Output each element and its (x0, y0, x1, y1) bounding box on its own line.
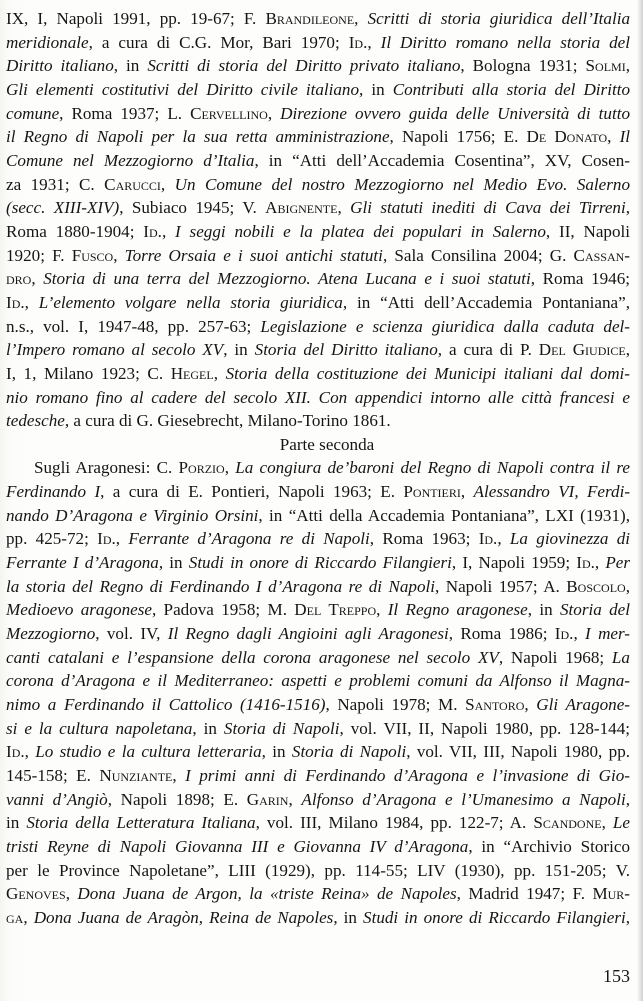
text-run: , Napoli 1978; M. (325, 695, 466, 715)
text-line (6, 78, 630, 102)
text-line (6, 173, 630, 197)
text-run: , (601, 813, 613, 833)
text-run: 1920; F. (6, 245, 72, 265)
italic-title: Per (605, 553, 631, 573)
text-line (6, 598, 630, 622)
italic-title: Medioevo aragonese (6, 600, 152, 620)
author-name: dro (6, 269, 32, 289)
text-run: , (267, 103, 281, 123)
text-line (6, 315, 630, 339)
text-line (6, 693, 630, 717)
italic-title: Comune nel Mezzogiorno d’Italia (6, 150, 255, 170)
italic-title: la storia del Regno di Ferdinando I d’Aragona re di Napoli (6, 576, 435, 596)
text-run: , Napoli 1898; E. (107, 789, 247, 809)
text-run: pp. 425-72; (6, 529, 98, 549)
section-heading: Parte seconda (279, 434, 375, 454)
text-run: , a cura di P. (437, 340, 539, 360)
text-run: in (6, 813, 27, 833)
text-line (6, 835, 630, 859)
text-run: , in (261, 742, 292, 762)
italic-title: Diritto italiano (6, 56, 114, 76)
text-run: , (367, 32, 381, 52)
text-run: , (524, 695, 537, 715)
text-run: , (337, 198, 351, 218)
text-run: , Padova 1958; M. (151, 600, 295, 620)
author-name: Id. (6, 292, 25, 312)
text-run: , (31, 269, 44, 289)
italic-title: Alfonso d’Aragona e l’Umanesimo a Napoli (301, 789, 626, 809)
text-run: , in (192, 718, 224, 738)
italic-title: Storia del Diritto italiano (254, 340, 438, 360)
text-run: , (23, 907, 34, 927)
text-run: , a cura di E. Pontieri, Napoli 1963; E. (100, 482, 404, 502)
italic-title: Storia della Letteratura Italiana (26, 813, 256, 833)
italic-title: Il (619, 127, 631, 147)
italic-title: Alessandro VI, Ferdi- (473, 482, 631, 502)
text-run: , (607, 127, 620, 147)
italic-title: Contributi alla storia del Diritto (392, 79, 630, 99)
author-name: Pontieri (403, 482, 461, 502)
italic-title: Storia di una terra del Mezzogiorno. Atena Lucana e i suoi statuti (43, 269, 531, 289)
author-name: Mur- (592, 884, 630, 904)
italic-title: nio romano fino al cadere del secolo XII. Con appendici intorno alle città francesi e (6, 387, 630, 407)
text-run: , Napoli 1957; A. (435, 576, 567, 596)
text-run: za 1931; C. (6, 174, 105, 194)
author-name: Id. (554, 624, 574, 644)
text-run: IX, I, Napoli 1991, pp. 19-67; F. (6, 9, 266, 28)
text-run: , Subiaco 1945; V. (119, 198, 266, 218)
text-run: , in (113, 56, 148, 76)
italic-title: Storia di Napoli (223, 718, 340, 738)
author-name: Id. (143, 221, 162, 241)
text-run: , (625, 340, 630, 360)
text-run: , Madrid 1947; F. (456, 884, 593, 904)
text-line (6, 362, 630, 386)
italic-title: vanni d’Angiò (6, 789, 108, 809)
text-run: , in (223, 340, 255, 360)
italic-title: Direzione ovvero guida delle Università di tutto (280, 103, 630, 123)
italic-title: Un Comune del nostro Mezzogiorno nel Medio Evo. Salerno (174, 174, 630, 194)
text-run: , (65, 884, 78, 904)
italic-title: Gli statuti inediti di Cava dei Tirreni (350, 198, 626, 218)
text-run: , in (359, 79, 393, 99)
text-run: , vol. VII, II, Napoli 1980, pp. 128-144; (339, 718, 630, 738)
italic-title: l’Impero romano al secolo XV (6, 340, 224, 360)
author-name: Porzio (178, 458, 225, 478)
text-line (6, 527, 630, 551)
italic-title: Il Diritto romano nella storia del (380, 32, 631, 52)
text-run: , (288, 789, 302, 809)
author-name: De Donato (526, 127, 608, 147)
italic-title: I mer- (585, 624, 630, 644)
italic-title: Storia di Napoli (291, 742, 407, 762)
text-run: , in (527, 600, 560, 620)
text-run: , (172, 766, 186, 785)
text-line (6, 291, 630, 315)
italic-title: canti catalani e l’espansione della corona aragonese nel secolo XV (6, 647, 499, 667)
italic-title: Dona Juana de Aragòn, Reina de Napoles (33, 907, 334, 927)
text-run: , (24, 742, 36, 762)
italic-title: La (611, 647, 630, 667)
bibliography-part-two (6, 456, 630, 929)
author-name: Scandone (533, 813, 602, 833)
author-name: Id. (6, 742, 25, 762)
text-line (6, 31, 630, 55)
text-run: , (161, 221, 176, 241)
text-run: , (376, 600, 388, 620)
italic-title: Il Regno aragonese (387, 600, 528, 620)
text-run: , (497, 529, 510, 549)
author-name: Del Treppo (294, 600, 377, 620)
text-run: , I, Napoli 1959; (451, 553, 577, 573)
text-run: , in “Atti della Accademia Pontaniana”, LXI (1931), (258, 505, 630, 525)
text-run: , (625, 56, 630, 76)
text-line (6, 859, 630, 883)
text-run: , (594, 553, 606, 573)
text-run: n.s., vol. I, 1947-48, pp. 257-63; (6, 316, 261, 336)
text-run: , Bologna 1931; (460, 56, 586, 76)
italic-title: Le (612, 813, 630, 833)
page-edge-shadow (637, 0, 643, 1001)
italic-title: Ferrante d’Aragona re di Napoli (128, 529, 370, 549)
italic-title: Studi in onore di Riccardo Filangieri (188, 553, 452, 573)
author-name: Garin (246, 789, 289, 809)
text-line (6, 125, 630, 149)
italic-title: corona d’Aragona e il Mediterraneo: aspetti e problemi comuni da Alfonso il Magna- (6, 671, 630, 691)
italic-title: Lo studio e la cultura letteraria (35, 742, 262, 762)
text-line (6, 906, 630, 930)
text-run: , (213, 363, 226, 383)
author-name: Brandileone (265, 9, 355, 28)
text-run: , Roma 1986; (448, 624, 555, 644)
text-run: Sugli Aragonesi: C. (34, 458, 179, 478)
author-name: Del Giudice (538, 340, 626, 360)
text-run: , (460, 482, 474, 502)
italic-title: comune (6, 103, 60, 123)
text-line (6, 149, 630, 173)
italic-title: Storia del (559, 600, 630, 620)
text-run: , Napoli 1756; E. (389, 127, 527, 147)
text-run: 145-158; E. (6, 766, 100, 785)
italic-title: tristi Reyne di Napoli Giovanna III e Giovanna IV d’Aragona (6, 836, 469, 856)
italic-title: La congiura de’baroni del Regno di Napoli contra il re (235, 458, 631, 478)
text-run: , (625, 198, 631, 218)
text-run: , in (158, 553, 189, 573)
text-line (6, 102, 630, 126)
text-run: , vol. III, Milano 1984, pp. 122-7; A. (255, 813, 534, 833)
text-run: , (573, 624, 586, 644)
italic-title: I primi anni di Ferdinando d’Aragona e l’invasione di Gio- (185, 766, 630, 785)
italic-title: nando D’Aragona e Virginio Orsini (6, 505, 259, 525)
text-line (6, 575, 630, 599)
author-name: Cassan- (573, 245, 630, 265)
text-line (6, 386, 630, 410)
italic-title: La giovinezza di (509, 529, 631, 549)
text-line (6, 646, 630, 670)
text-run: , in “Archivio Storico (468, 836, 630, 856)
author-name: Carucci (104, 174, 161, 194)
text-run: , vol. VII, III, Napoli 1980, pp. (406, 742, 631, 762)
text-run: , (160, 174, 175, 194)
italic-title: Studi in onore di Riccardo Filangieri (363, 907, 626, 927)
text-line (6, 669, 630, 693)
author-name: Boscolo (566, 576, 626, 596)
text-run: , in “Atti dell’Accademia Cosentina”, XV, Cosen- (254, 150, 631, 170)
italic-title: (secc. XIII-XIV) (6, 198, 120, 218)
text-run: , Roma 1963; (369, 529, 479, 549)
text-line (6, 267, 630, 291)
bibliography-part-one (6, 7, 630, 433)
text-line (6, 717, 630, 741)
text-run: , (625, 576, 630, 596)
text-line (6, 456, 630, 480)
italic-title: Ferdinando I (6, 482, 101, 502)
text-run: , II, Napoli (545, 221, 630, 241)
italic-title: il Regno di Napoli per la sua retta amministrazione (6, 127, 390, 147)
italic-title: tedesche (6, 411, 65, 431)
text-run: , a cura di C.G. Mor, Bari 1970; (88, 32, 349, 52)
text-run: , Napoli 1968; (498, 647, 612, 667)
text-line (6, 220, 630, 244)
text-run: , Sala Consilina 2004; G. (382, 245, 574, 265)
text-run: , vol. IV, (95, 624, 168, 644)
text-line (6, 764, 630, 788)
text-line (6, 338, 630, 362)
author-name: Id. (576, 553, 595, 573)
text-run: , Roma 1937; L. (59, 103, 191, 123)
italic-title: Gli elementi costitutivi del Diritto civile italiano (6, 79, 360, 99)
italic-title: Dona Juana de Argon, la «triste Reina» de Napoles (77, 884, 457, 904)
italic-title: nimo a Ferdinando il Cattolico (1416-1516) (6, 695, 326, 715)
italic-title: Gli Aragone- (536, 695, 631, 715)
italic-title: Scritti di storia giuridica dell’Italia (367, 9, 631, 28)
italic-title: I seggi nobili e la platea dei populari in Salerno (175, 221, 546, 241)
page-number: 153 (603, 966, 630, 986)
text-run: , (24, 292, 39, 312)
italic-title: si e la cultura napoletana (6, 718, 193, 738)
author-name: Cervellino (190, 103, 268, 123)
text-line (6, 244, 630, 268)
text-run: , (224, 458, 236, 478)
text-line (6, 409, 630, 433)
text-run: , Roma 1946; (530, 269, 631, 289)
text-line (6, 7, 630, 31)
text-line (6, 811, 630, 835)
text-line (6, 882, 630, 906)
text-run: , a cura di G. Giesebrecht, Milano-Torino 1861. (64, 411, 391, 431)
italic-title: Il Regno dagli Angioini agli Aragonesi (167, 624, 449, 644)
text-line (6, 54, 630, 78)
italic-title: Scritti di storia del Diritto privato italiano (147, 56, 461, 76)
italic-title: L’elemento volgare nella storia giuridica (38, 292, 343, 312)
text-line (6, 196, 630, 220)
text-run: , (113, 245, 125, 265)
author-name: Id. (478, 529, 498, 549)
text-line (6, 788, 630, 812)
author-name: Id. (348, 32, 368, 52)
author-name: Nunziante (99, 766, 173, 785)
text-run: , in (333, 907, 364, 927)
author-name: Id. (97, 529, 116, 549)
text-line (6, 740, 630, 764)
italic-title: Torre Orsaia e i suoi antichi statuti (124, 245, 383, 265)
text-run: , in “Atti dell’Accademia Pontaniana”, (342, 292, 631, 312)
author-name: Abignente (265, 198, 338, 218)
author-name: ga (6, 907, 24, 927)
author-name: Santoro (465, 695, 525, 715)
italic-title: Ferrante I d’Aragona (6, 553, 159, 573)
text-run: , (625, 789, 631, 809)
text-run: , (354, 9, 368, 28)
italic-title: Storia della costituzione dei Municipi italiani dal domi- (225, 363, 630, 383)
author-name: Hegel (170, 363, 214, 383)
text-run: Roma 1880-1904; (6, 221, 144, 241)
text-line (6, 504, 630, 528)
text-line (6, 622, 630, 646)
text-run: , (625, 907, 631, 927)
author-name: Fusco (71, 245, 114, 265)
italic-title: Mezzogiorno (6, 624, 96, 644)
text-run: I, 1, Milano 1923; C. (6, 363, 171, 383)
italic-title: Legislazione e scienza giuridica dalla caduta del- (260, 316, 630, 336)
text-run: per le Province Napoletane”, LIII (1929), pp. 114-55; LIV (1930), pp. 151-205; V. (6, 860, 630, 880)
text-line (6, 551, 630, 575)
bibliography-text (6, 7, 630, 930)
author-name: Solmi (585, 56, 626, 76)
text-line (6, 480, 630, 504)
italic-title: meridionale (6, 32, 89, 52)
author-name: Genoves (6, 884, 66, 904)
text-run: , (115, 529, 129, 549)
